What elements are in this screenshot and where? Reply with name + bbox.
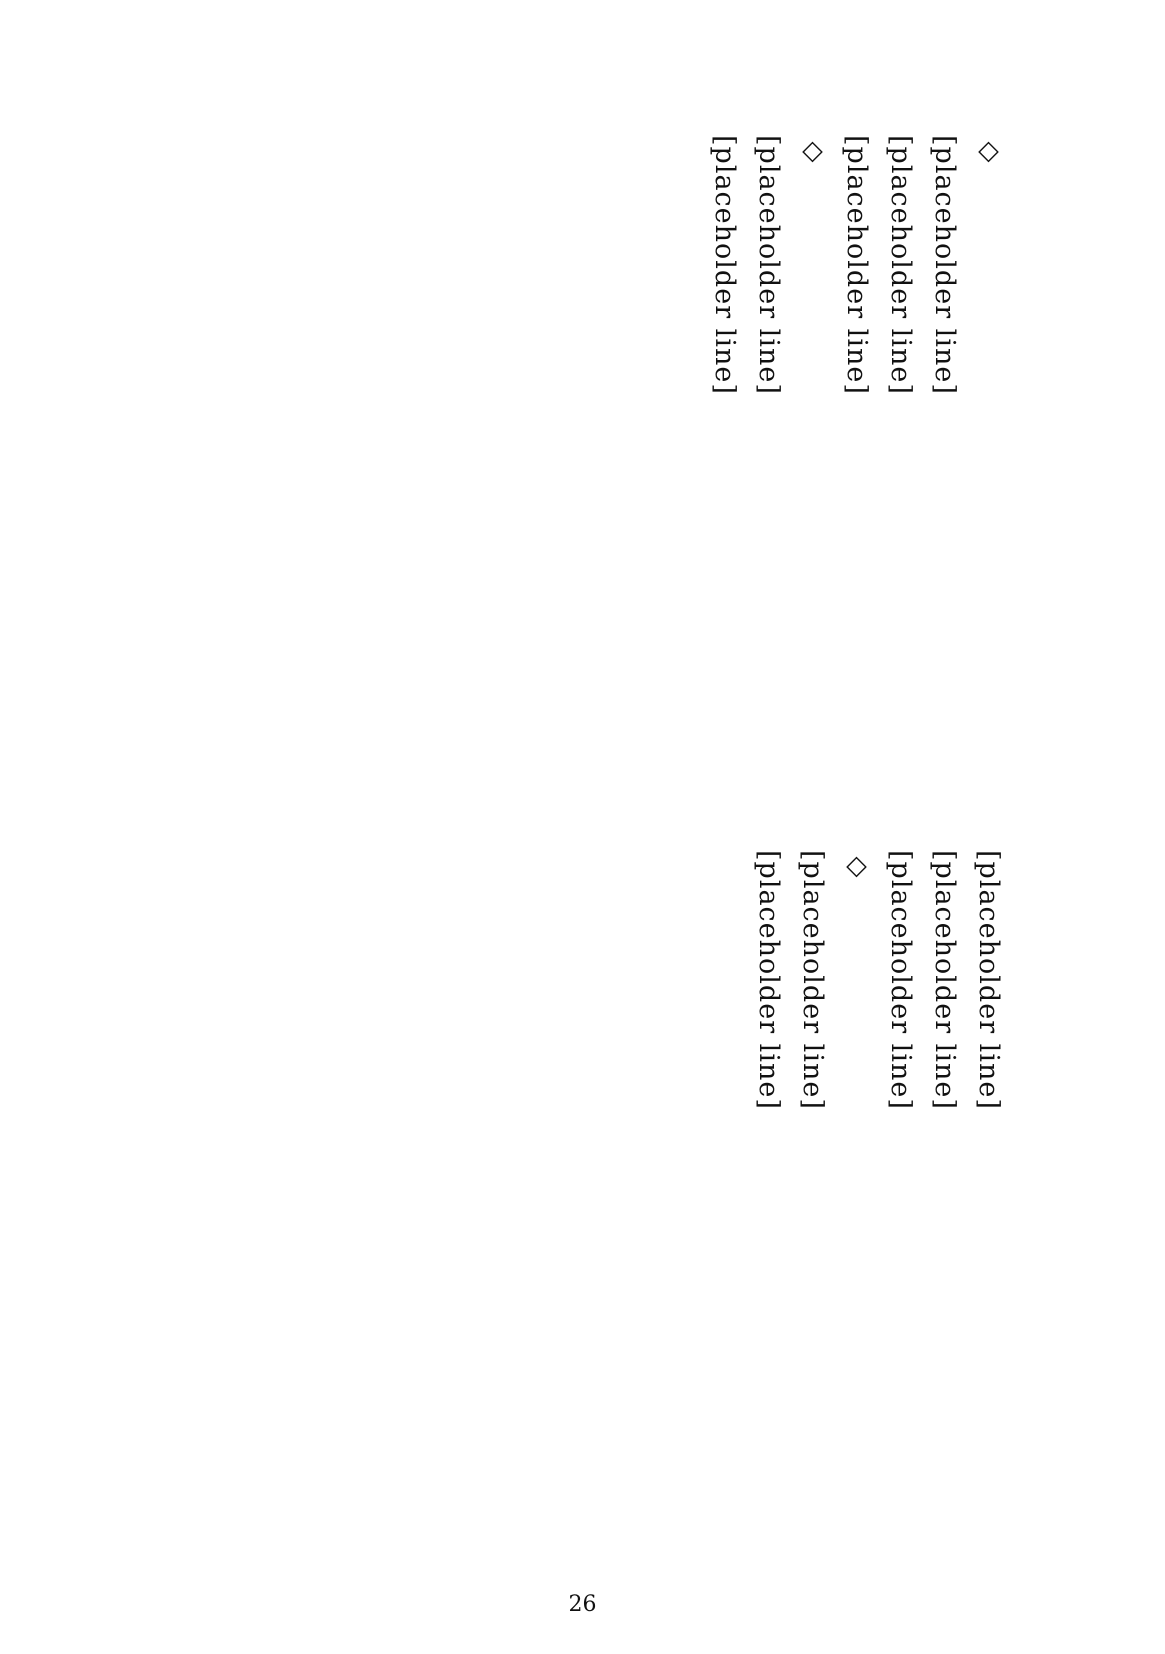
text-line: [placeholder line] — [885, 850, 916, 1110]
text-line: [placeholder line] — [841, 135, 872, 395]
section-divider: ◇ — [797, 135, 828, 167]
text-line: [placeholder line] — [709, 135, 740, 395]
upper-text-tier — [110, 135, 1010, 785]
text-line: ◇ — [973, 135, 1004, 167]
text-line: [placeholder line] — [753, 850, 784, 1110]
text-line: [placeholder line] — [797, 850, 828, 1110]
text-line: [placeholder line] — [885, 135, 916, 395]
lower-text-tier — [110, 850, 1010, 1510]
text-line: [placeholder line] — [753, 135, 784, 395]
page-number: 26 — [568, 1592, 597, 1617]
text-line: [placeholder line] — [929, 135, 960, 395]
text-line: [placeholder line] — [973, 850, 1004, 1110]
text-line: [placeholder line] — [929, 850, 960, 1110]
section-divider: ◇ — [841, 850, 872, 882]
